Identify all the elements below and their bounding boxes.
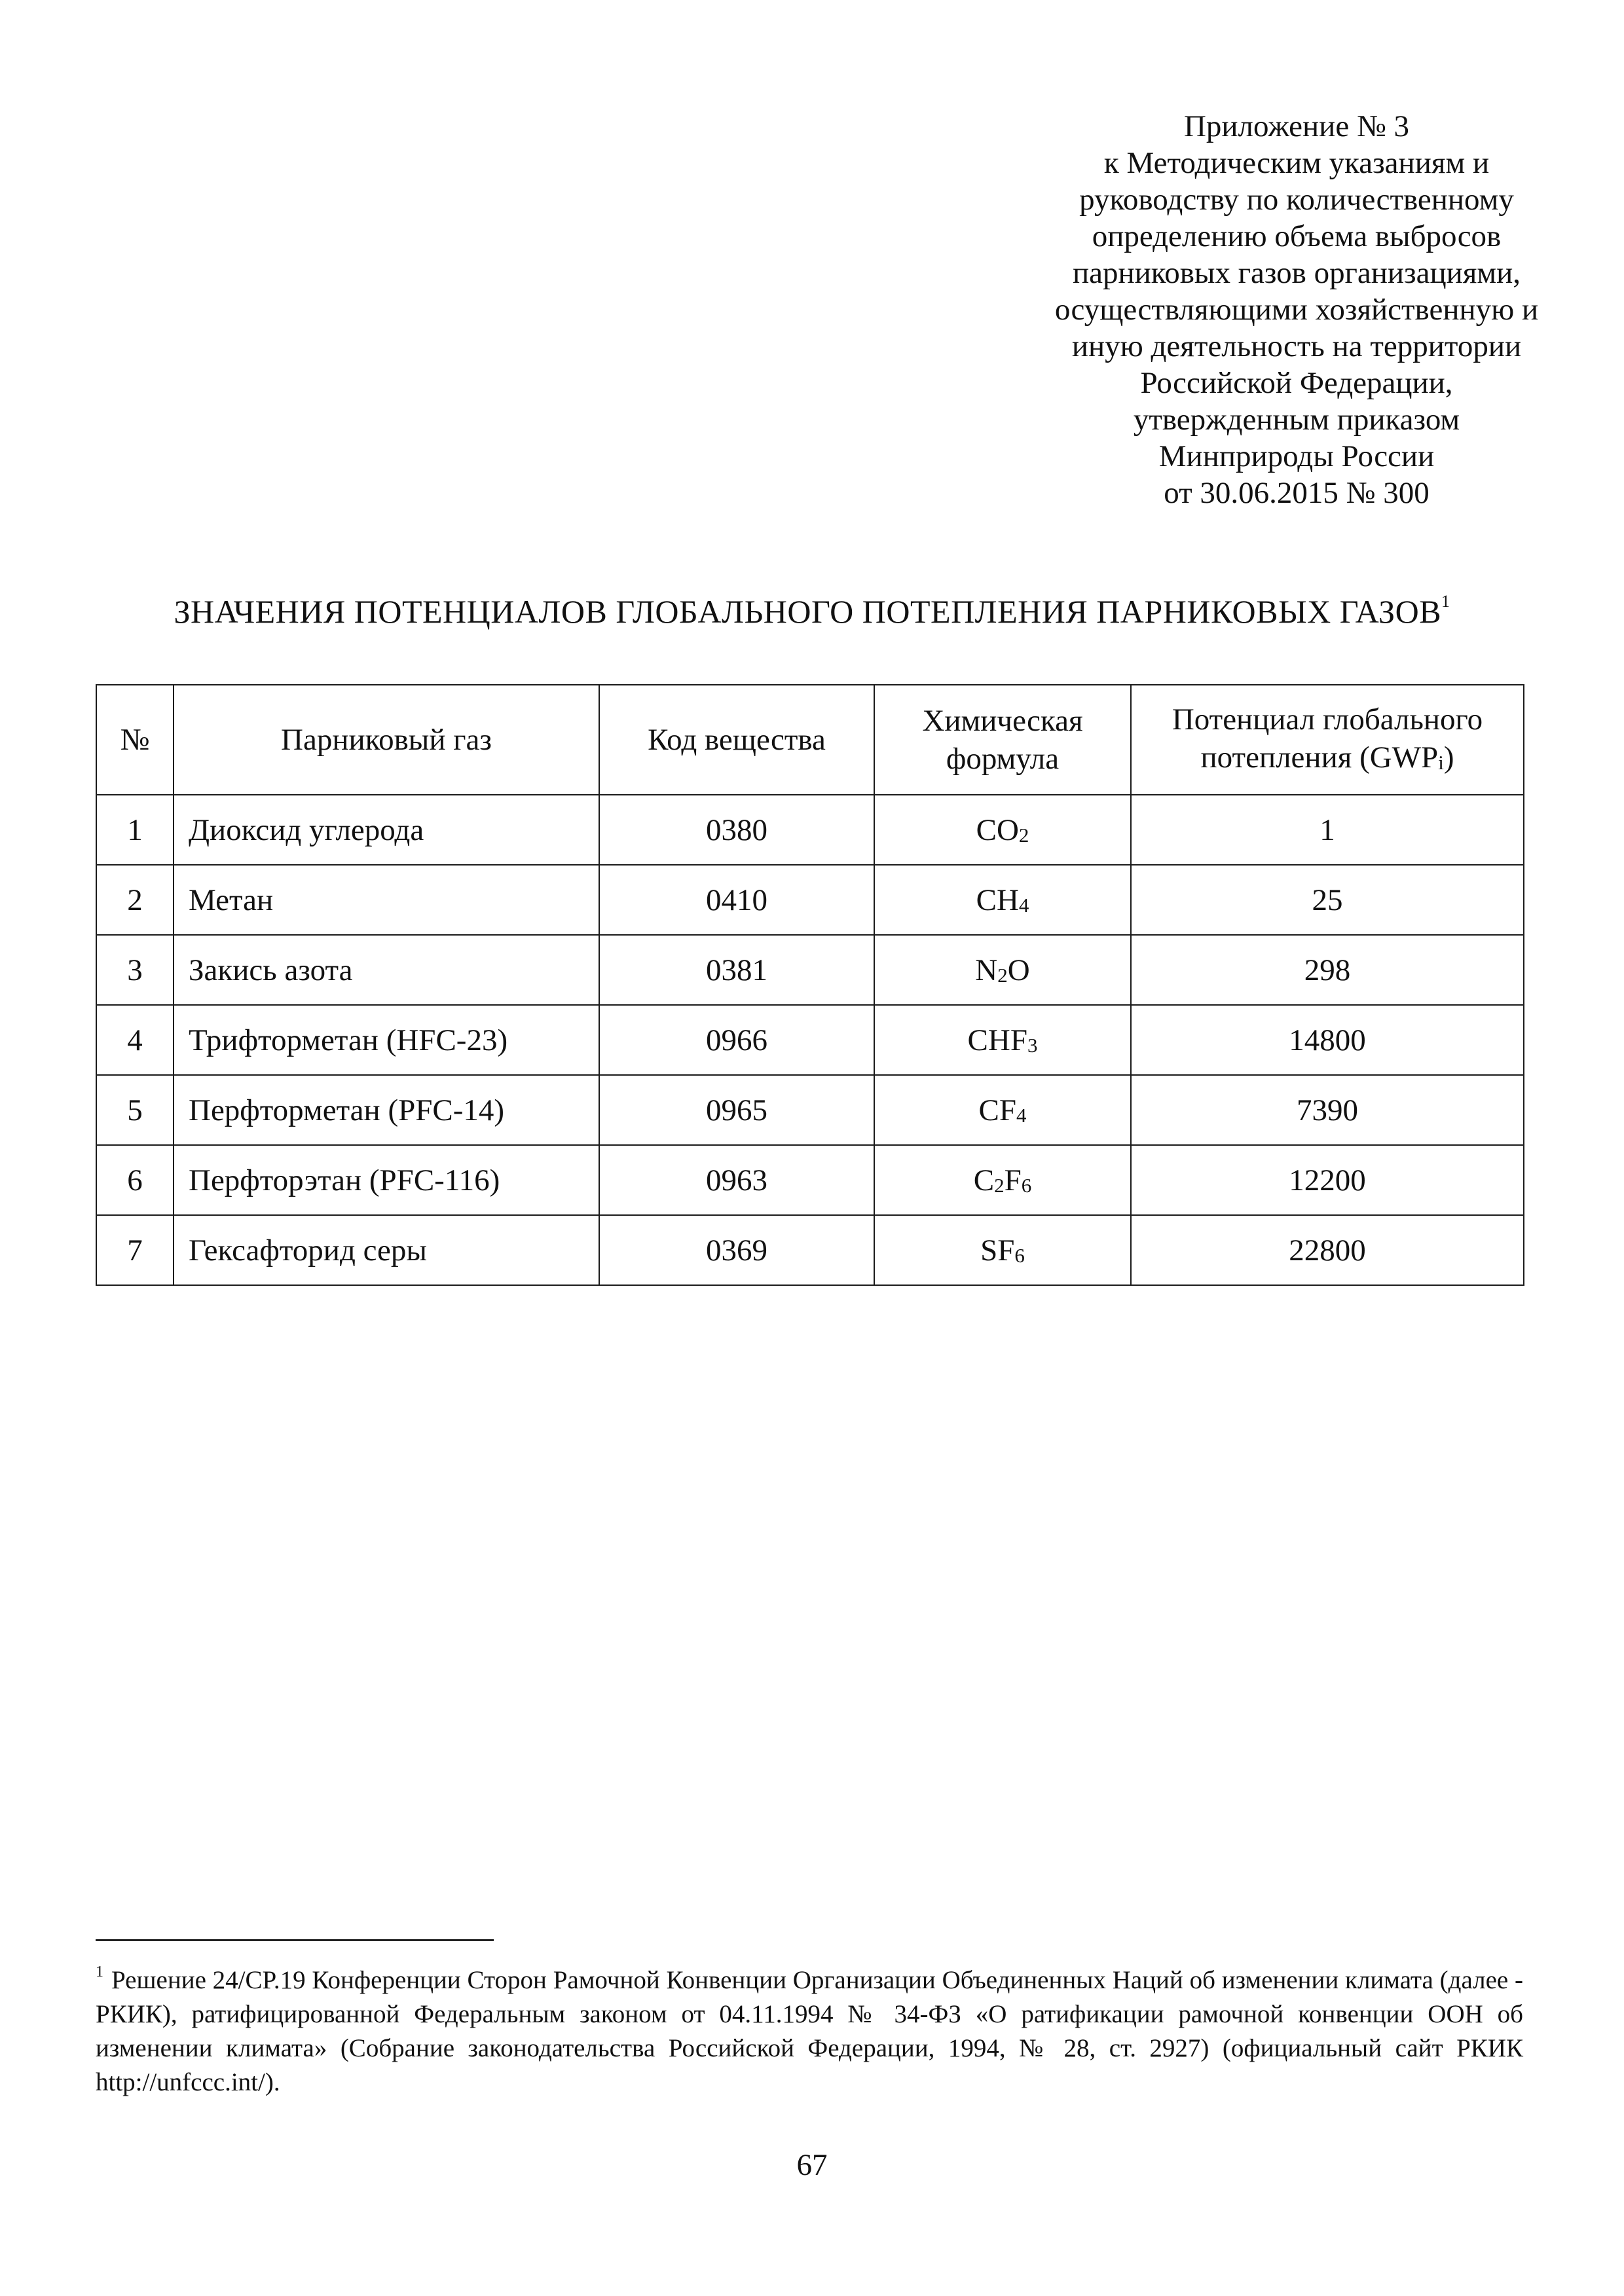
- footnote-divider: [96, 1939, 494, 1941]
- cell-gas: Перфторэтан (PFC-116): [174, 1145, 599, 1215]
- formula-symbol: CHF: [967, 1023, 1027, 1057]
- cell-gas: Закись азота: [174, 935, 599, 1005]
- formula-subscript: 4: [1016, 1103, 1027, 1127]
- header-gwp-line1: Потенциал глобального: [1172, 702, 1483, 737]
- cell-gwp: 14800: [1131, 1005, 1524, 1075]
- formula-subscript: 3: [1027, 1033, 1038, 1057]
- formula-subscript: 2: [997, 963, 1008, 987]
- footnote-reference: 1: [1441, 592, 1450, 611]
- header-gas: Парниковый газ: [174, 685, 599, 795]
- cell-number: 7: [96, 1215, 174, 1285]
- formula-symbol: N: [975, 953, 998, 987]
- table-row: [96, 865, 1524, 935]
- header-code: Код вещества: [599, 685, 874, 795]
- cell-gas: Диоксид углерода: [174, 795, 599, 865]
- cell-number: 1: [96, 795, 174, 865]
- cell-formula: [874, 1005, 1131, 1075]
- formula-symbol: CO: [976, 812, 1019, 847]
- formula-symbol: CH: [976, 883, 1019, 917]
- cell-formula: [874, 1075, 1131, 1145]
- cell-code: 0381: [599, 935, 874, 1005]
- appendix-line: осуществляющими хозяйственную и: [1054, 293, 1539, 327]
- formula-symbol: F: [1004, 1163, 1022, 1197]
- header-gwp-close: ): [1443, 740, 1454, 774]
- cell-gwp: 12200: [1131, 1145, 1524, 1215]
- appendix-line: парниковых газов организациями,: [1072, 256, 1521, 290]
- appendix-line: иную деятельность на территории: [1071, 329, 1522, 363]
- appendix-line: определению объема выбросов: [1092, 219, 1502, 253]
- header-formula: [874, 685, 1131, 795]
- cell-gwp: 25: [1131, 865, 1524, 935]
- formula-subscript: 6: [1014, 1243, 1025, 1267]
- cell-code: 0963: [599, 1145, 874, 1215]
- cell-number: 4: [96, 1005, 174, 1075]
- appendix-line: Минприроды России: [1158, 439, 1435, 473]
- document-title: [0, 592, 1624, 630]
- appendix-line: от 30.06.2015 № 300: [1164, 476, 1430, 510]
- formula-symbol: CF: [978, 1093, 1016, 1127]
- cell-gas: Трифторметан (HFC-23): [174, 1005, 599, 1075]
- table-row: [96, 1005, 1524, 1075]
- appendix-header: [1002, 108, 1591, 511]
- header-gwp-line2: потепления (GWP: [1200, 740, 1439, 774]
- table-row: [96, 1215, 1524, 1285]
- footnote-mark: 1: [96, 1963, 103, 1980]
- table-header-row: [96, 685, 1524, 795]
- cell-number: 6: [96, 1145, 174, 1215]
- header-number: №: [96, 685, 174, 795]
- cell-gas: Метан: [174, 865, 599, 935]
- formula-subscript: 6: [1021, 1173, 1032, 1197]
- cell-formula: [874, 1145, 1131, 1215]
- document-title-text: ЗНАЧЕНИЯ ПОТЕНЦИАЛОВ ГЛОБАЛЬНОГО ПОТЕПЛЕНИЯ ПАРНИКОВЫХ ГАЗОВ: [174, 593, 1442, 630]
- formula-symbol: SF: [980, 1233, 1015, 1267]
- cell-gwp: 22800: [1131, 1215, 1524, 1285]
- page-number: 67: [796, 2148, 828, 2182]
- gwp-table: [96, 684, 1524, 1286]
- formula-symbol: O: [1007, 953, 1030, 987]
- cell-number: 5: [96, 1075, 174, 1145]
- cell-code: 0380: [599, 795, 874, 865]
- table-body: [96, 795, 1524, 1285]
- appendix-line: руководству по количественному: [1079, 183, 1514, 217]
- formula-subscript: 4: [1018, 893, 1029, 917]
- cell-code: 0369: [599, 1215, 874, 1285]
- appendix-line: к Методическим указаниям и: [1103, 146, 1490, 180]
- footnote-text: Решение 24/CP.19 Конференции Сторон Рамочной Конвенции Организации Объединенных Наций об изменении климата (далее - РКИК), ратифицированной Федеральным законом от 04.11.1994 № 34-ФЗ «О ратификации рамочной конвенции ООН об изменении климата» (Собрание законодательства Российской Федерации, 1994, № 28, ст. 2927) (официальный сайт РКИК http://unfccc.int/).: [96, 1966, 1523, 2096]
- cell-formula: [874, 865, 1131, 935]
- table-row: [96, 935, 1524, 1005]
- cell-formula: [874, 935, 1131, 1005]
- formula-subscript: 2: [1018, 823, 1029, 847]
- table-row: [96, 795, 1524, 865]
- cell-formula: [874, 1215, 1131, 1285]
- table-row: [96, 1075, 1524, 1145]
- cell-gas: Гексафторид серы: [174, 1215, 599, 1285]
- header-formula-line2: формула: [946, 742, 1060, 776]
- formula-subscript: 2: [994, 1173, 1005, 1197]
- cell-gwp: 298: [1131, 935, 1524, 1005]
- header-formula-line1: Химическая: [922, 704, 1083, 738]
- cell-code: 0965: [599, 1075, 874, 1145]
- footnote: [96, 1958, 1523, 2100]
- cell-code: 0410: [599, 865, 874, 935]
- appendix-line: Российской Федерации,: [1140, 366, 1453, 400]
- appendix-line: Приложение № 3: [1183, 109, 1410, 143]
- cell-gas: Перфторметан (PFC-14): [174, 1075, 599, 1145]
- cell-gwp: 7390: [1131, 1075, 1524, 1145]
- header-gwp: [1131, 685, 1524, 795]
- cell-number: 2: [96, 865, 174, 935]
- appendix-line: утвержденным приказом: [1133, 403, 1460, 437]
- header-gwp-subscript: i: [1438, 750, 1444, 774]
- formula-symbol: C: [973, 1163, 995, 1197]
- cell-code: 0966: [599, 1005, 874, 1075]
- cell-formula: [874, 795, 1131, 865]
- table-row: [96, 1145, 1524, 1215]
- cell-gwp: 1: [1131, 795, 1524, 865]
- cell-number: 3: [96, 935, 174, 1005]
